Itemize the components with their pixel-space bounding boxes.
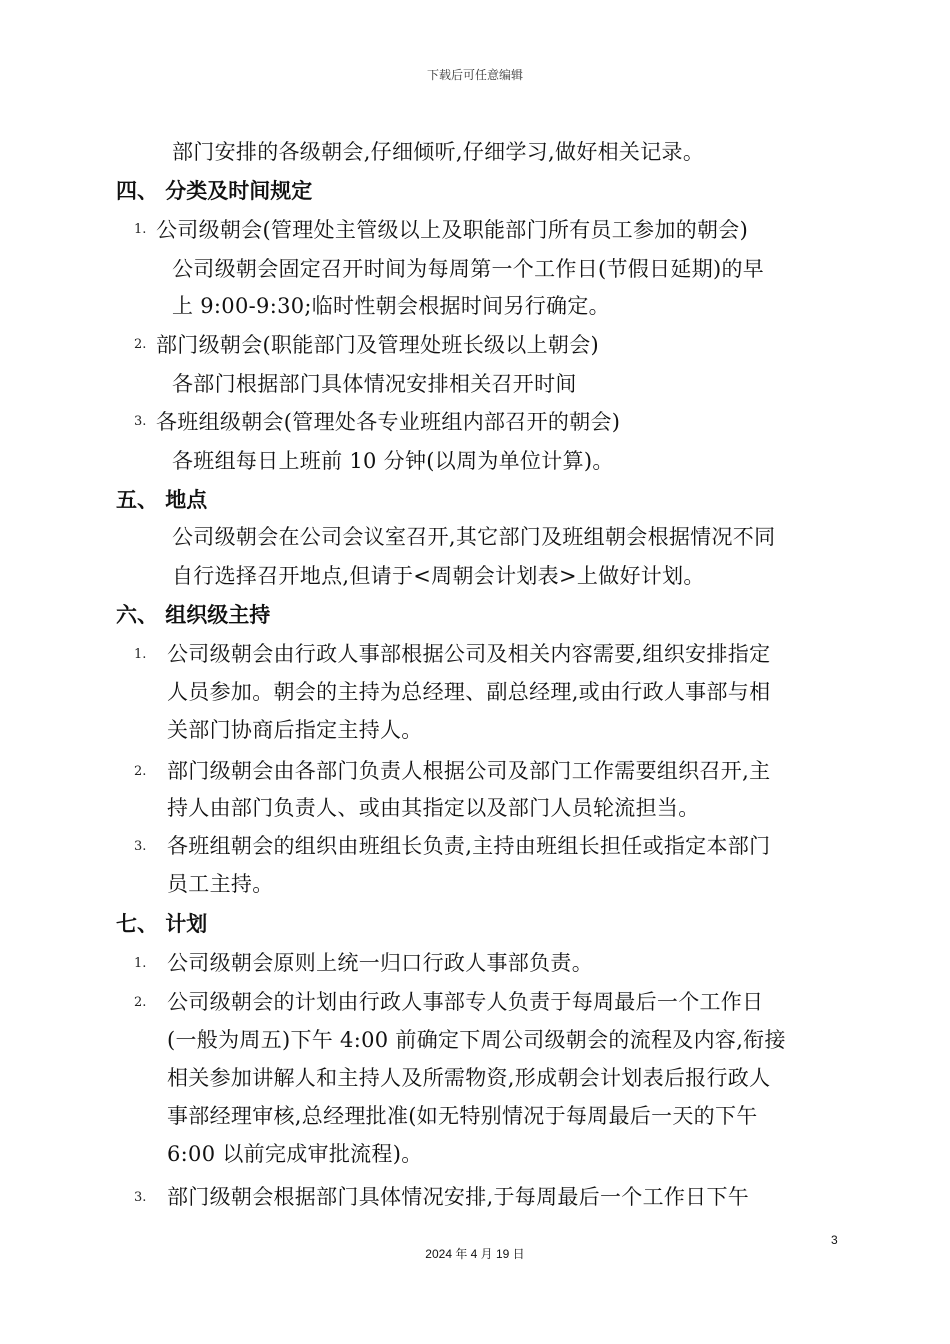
list-item-detail: 各部门根据部门具体情况安排相关召开时间 bbox=[172, 372, 577, 396]
list-number: 3. bbox=[134, 414, 147, 429]
list-number: 2. bbox=[134, 764, 147, 779]
list-item-line: 持人由部门负责人、或由其指定以及部门人员轮流担当。 bbox=[167, 796, 700, 820]
list-item: 公司级朝会(管理处主管级以上及职能部门所有员工参加的朝会) bbox=[156, 218, 749, 242]
paragraph-line: 公司级朝会在公司会议室召开,其它部门及班组朝会根据情况不同 bbox=[172, 525, 776, 549]
list-item-line: 部门级朝会根据部门具体情况安排,于每周最后一个工作日下午 bbox=[167, 1185, 750, 1209]
list-number: 3. bbox=[134, 1190, 147, 1205]
list-number: 1. bbox=[134, 956, 147, 971]
page-number: 3 bbox=[831, 1233, 838, 1247]
section-heading-5: 五、 地点 bbox=[116, 488, 208, 512]
list-item-line: 人员参加。朝会的主持为总经理、副总经理,或由行政人事部与相 bbox=[167, 680, 771, 704]
list-item-line: 公司级朝会由行政人事部根据公司及相关内容需要,组织安排指定 bbox=[167, 642, 771, 666]
list-number: 1. bbox=[134, 222, 147, 237]
list-item-detail: 公司级朝会固定召开时间为每周第一个工作日(节假日延期)的早 bbox=[172, 257, 765, 281]
list-item-line: 关部门协商后指定主持人。 bbox=[167, 718, 423, 742]
list-item-line: 6:00 以前完成审批流程)。 bbox=[167, 1142, 423, 1166]
list-item: 各班组级朝会(管理处各专业班组内部召开的朝会) bbox=[156, 410, 621, 434]
section-heading-4: 四、 分类及时间规定 bbox=[116, 179, 313, 203]
section-heading-6: 六、 组织级主持 bbox=[116, 603, 271, 627]
list-item: 部门级朝会(职能部门及管理处班长级以上朝会) bbox=[156, 333, 599, 357]
list-number: 2. bbox=[134, 995, 147, 1010]
list-number: 1. bbox=[134, 647, 147, 662]
list-item-line: 相关参加讲解人和主持人及所需物资,形成朝会计划表后报行政人 bbox=[167, 1066, 771, 1090]
list-item-line: (一般为周五)下午 4:00 前确定下周公司级朝会的流程及内容,衔接 bbox=[167, 1028, 786, 1052]
page-header: 下载后可任意编辑 bbox=[426, 68, 523, 82]
list-item-line: 事部经理审核,总经理批准(如无特别情况于每周最后一天的下午 bbox=[167, 1104, 758, 1128]
list-item-line: 公司级朝会原则上统一归口行政人事部负责。 bbox=[167, 951, 593, 975]
intro-line: 部门安排的各级朝会,仔细倾听,仔细学习,做好相关记录。 bbox=[172, 140, 705, 164]
list-item-detail: 各班组每日上班前 10 分钟(以周为单位计算)。 bbox=[172, 449, 614, 473]
list-item-line: 公司级朝会的计划由行政人事部专人负责于每周最后一个工作日 bbox=[167, 990, 764, 1014]
list-item-line: 部门级朝会由各部门负责人根据公司及部门工作需要组织召开,主 bbox=[167, 759, 771, 783]
section-heading-7: 七、 计划 bbox=[116, 912, 208, 936]
footer-date: 2024 年 4 月 19 日 bbox=[425, 1247, 525, 1261]
paragraph-line: 自行选择召开地点,但请于<周朝会计划表>上做好计划。 bbox=[172, 564, 705, 588]
list-item-line: 各班组朝会的组织由班组长负责,主持由班组长担任或指定本部门 bbox=[167, 834, 771, 858]
list-item-detail: 上 9:00-9:30;临时性朝会根据时间另行确定。 bbox=[172, 294, 610, 318]
list-number: 2. bbox=[134, 337, 147, 352]
list-number: 3. bbox=[134, 839, 147, 854]
list-item-line: 员工主持。 bbox=[167, 872, 274, 896]
